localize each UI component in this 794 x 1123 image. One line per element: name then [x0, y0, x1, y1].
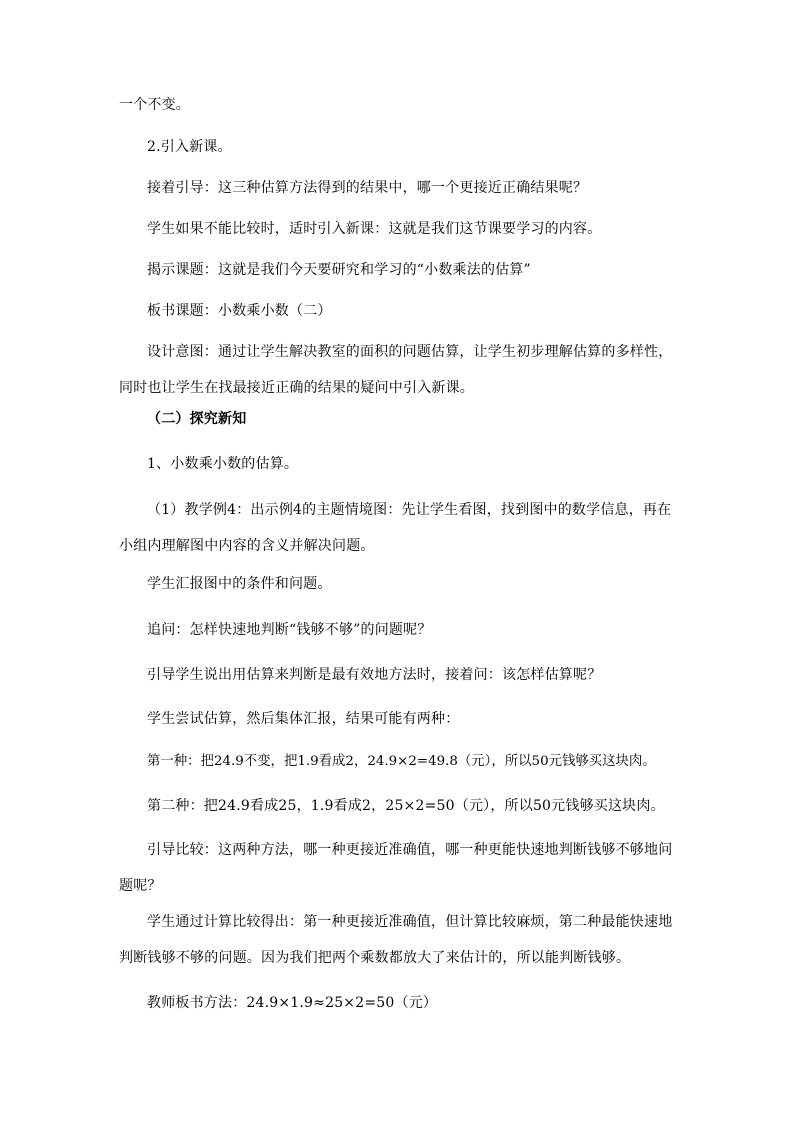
paragraph-14: 学生尝试估算，然后集体汇报，结果可能有两种：	[147, 711, 460, 727]
paragraph-11: 学生汇报图中的条件和问题。	[147, 576, 332, 592]
paragraph-3: 接着引导：这三种估算方法得到的结果中，哪一个更接近正确结果呢？	[147, 180, 588, 196]
paragraph-16: 第二种：把24.9看成25，1.9看成2，25×2=50（元），所以50元钱够买这块肉。	[147, 798, 665, 814]
paragraph-4: 学生如果不能比较时，适时引入新课：这就是我们这节课要学习的内容。	[147, 221, 602, 237]
paragraph-19: 教师板书方法：24.9×1.9≈25×2=50（元）	[147, 995, 438, 1011]
paragraph-1: 一个不变。	[119, 97, 190, 113]
paragraph-5: 揭示课题：这就是我们今天要研究和学习的“小数乘法的估算”	[147, 262, 531, 278]
section-heading: （二）探究新知	[147, 411, 247, 427]
paragraph-10: （1）教学例4：出示例4的主题情境图：先让学生看图，找到图中的数学信息，再在小组内理解图中内容的含义并解决问题。	[119, 502, 672, 554]
paragraph-12: 追问：怎样快速地判断“钱够不够”的问题呢？	[147, 622, 432, 638]
paragraph-18: 学生通过计算比较得出：第一种更接近准确值，但计算比较麻烦，第二种最能快速地判断钱够不够的问题。因为我们把两个乘数都放大了来估计的，所以能判断钱够。	[119, 914, 673, 966]
paragraph-15: 第一种：把24.9不变，把1.9看成2，24.9×2=49.8（元），所以50元钱够买这块肉。	[147, 754, 656, 769]
paragraph-13: 引导学生说出用估算来判断是最有效地方法时，接着问：该怎样估算呢？	[147, 667, 602, 683]
paragraph-7: 设计意图：通过让学生解决教室的面积的问题估算，让学生初步理解估算的多样性，同时也让学生在找最接近正确的结果的疑问中引入新课。	[119, 344, 673, 396]
paragraph-6: 板书课题：小数乘小数（二）	[147, 303, 332, 319]
paragraph-17: 引导比较：这两种方法，哪一种更接近准确值，哪一种更能快速地判断钱够不够地问题呢？	[119, 842, 673, 894]
paragraph-2: 2.引入新课。	[147, 139, 232, 155]
paragraph-9: 1、小数乘小数的估算。	[147, 456, 299, 472]
